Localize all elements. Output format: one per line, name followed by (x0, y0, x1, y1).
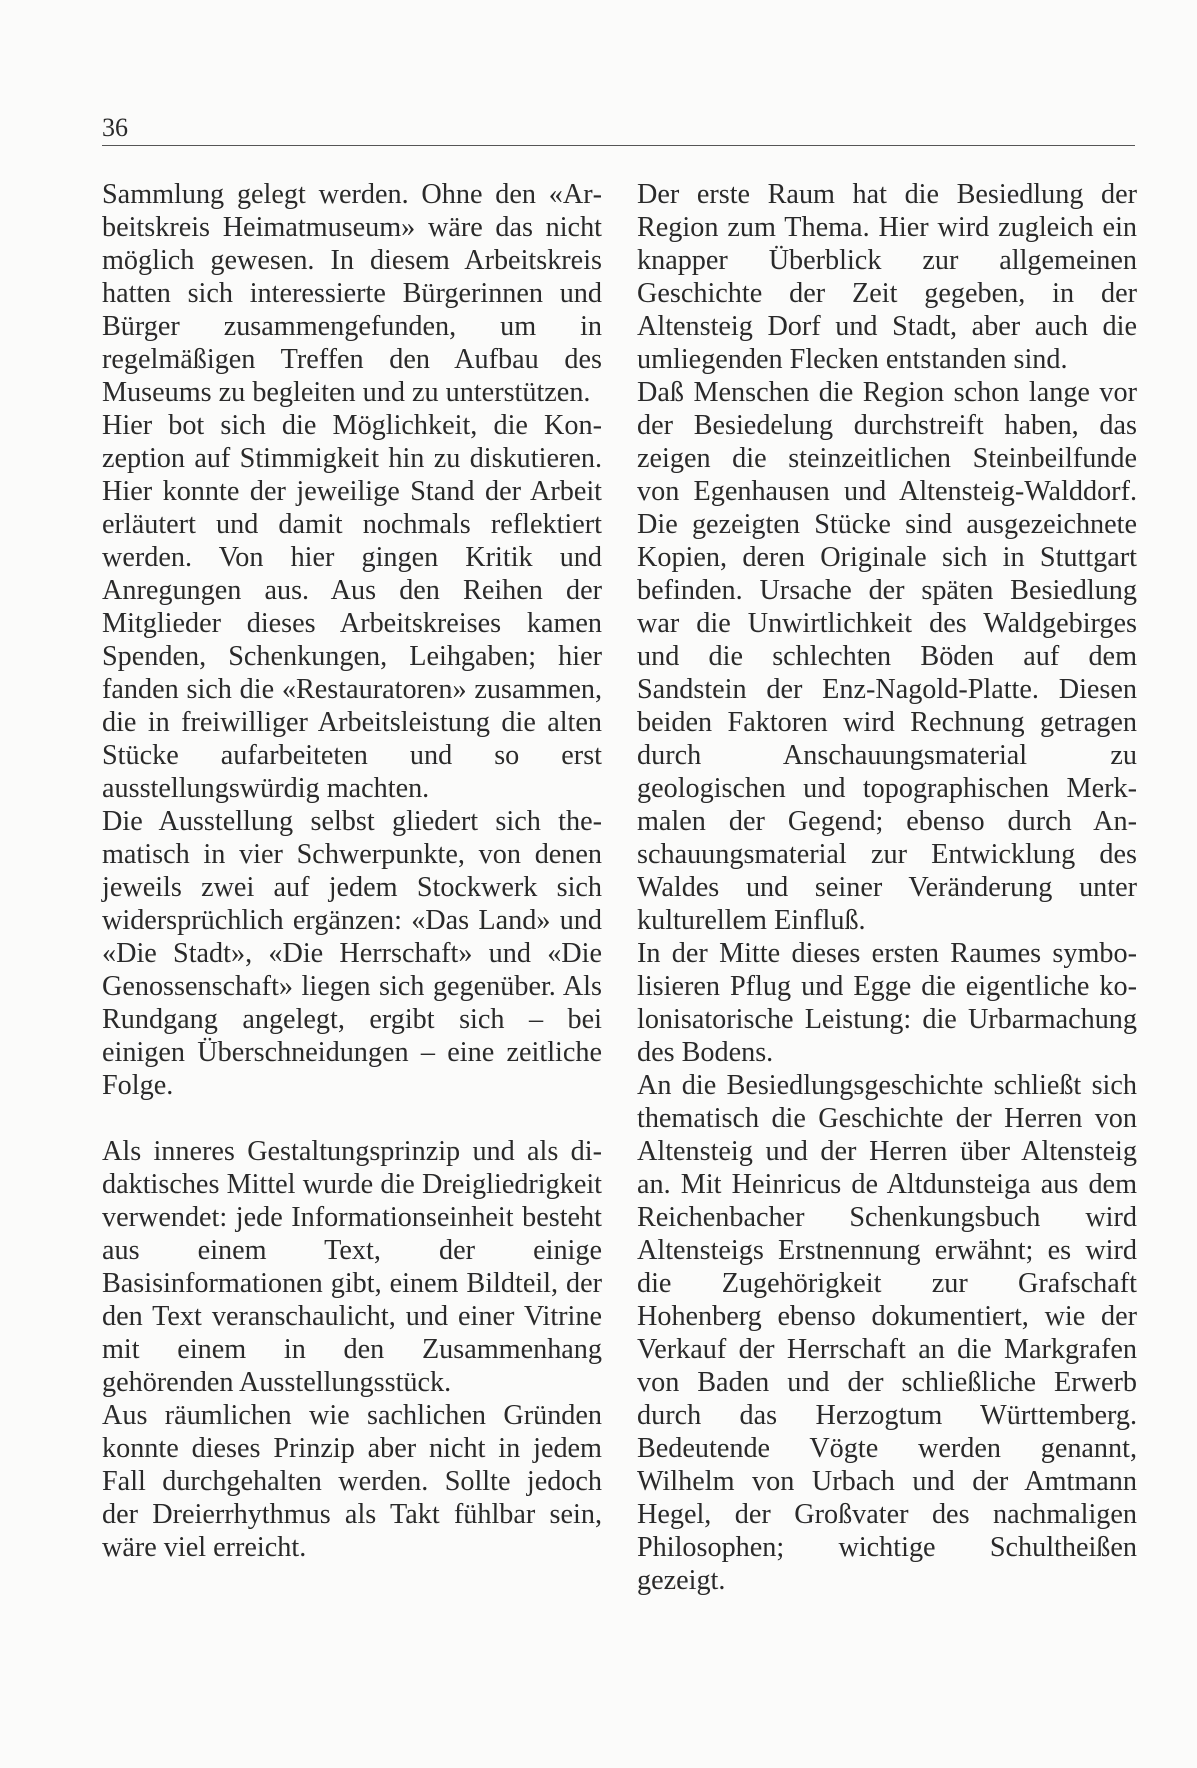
paragraph: Hier bot sich die Möglichkeit, die Konzeption auf Stimmigkeit hin zu diskutieren. Hier konnte der jeweilige Stand der Arbeit erläutert und damit nochmals reflektiert werden. Von hier gingen Kritik und Anregungen aus. Aus den Reihen der Mitglieder dieses Arbeitskreises kamen Spenden, Schenkungen, Leihgaben; hier fanden sich die «Restauratoren» zusammen, die in freiwilliger Arbeitsleistung die alten Stücke aufarbeiteten und so erst ausstellungswürdig machten. (102, 410, 602, 804)
header-rule (102, 145, 1135, 146)
right-column (637, 178, 1137, 1597)
page-number: 36 (102, 113, 128, 142)
paragraph: Die Ausstellung selbst gliedert sich thematisch in vier Schwerpunkte, von denen jeweils zwei auf jedem Stockwerk sich widersprüchlich ergänzen: «Das Land» und «Die Stadt», «Die Herrschaft» und «Die Genossenschaft» liegen sich gegenüber. Als Rundgang angelegt, ergibt sich – bei einigen Überschneidungen – eine zeitliche Folge. (102, 806, 602, 1101)
paragraph: Der erste Raum hat die Besiedlung der Region zum Thema. Hier wird zugleich ein knapper Überblick zur allgemeinen Geschichte der Zeit gegeben, in der Altensteig Dorf und Stadt, aber auch die umliegenden Flecken entstanden sind. (637, 179, 1137, 375)
paragraph: Daß Menschen die Region schon lange vor der Besiedelung durchstreift haben, das zeigen die steinzeitlichen Steinbeilfunde von Egenhausen und Altensteig-Walddorf. Die gezeigten Stücke sind ausgezeichnete Kopien, deren Originale sich in Stuttgart befinden. Ursache der späten Besiedlung war die Unwirtlichkeit des Waldgebirges und die schlechten Böden auf dem Sandstein der Enz-Nagold-Platte. Diesen beiden Faktoren wird Rechnung getragen durch Anschauungsmaterial zu geologischen und topographischen Merkmalen der Gegend; ebenso durch Anschauungsmaterial zur Entwicklung des Waldes und seiner Veränderung unter kulturellem Einfluß. (637, 377, 1137, 936)
left-column (102, 178, 602, 1564)
paragraph: An die Besiedlungsgeschichte schließt sich thematisch die Geschichte der Herren von Altensteig und der Herren über Altensteig an. Mit Heinricus de Altdunsteiga aus dem Reichenbacher Schenkungsbuch wird Altensteigs Erstnennung erwähnt; es wird die Zugehörigkeit zur Grafschaft Hohenberg ebenso dokumentiert, wie der Verkauf der Herrschaft an die Markgrafen von Baden und der schließliche Erwerb durch das Herzogtum Württemberg. Bedeutende Vögte werden genannt, Wilhelm von Urbach und der Amtmann Hegel, der Großvater des nachmaligen Philosophen; wichtige Schultheißen gezeigt. (637, 1070, 1137, 1596)
paragraph: Als inneres Gestaltungsprinzip und als didaktisches Mittel wurde die Dreigliedrigkeit verwendet: jede Informationseinheit besteht aus einem Text, der einige Basisinformationen gibt, einem Bildteil, der den Text veranschaulicht, und einer Vitrine mit einem in den Zusammenhang gehörenden Ausstellungsstück. (102, 1136, 602, 1398)
paragraph: Sammlung gelegt werden. Ohne den «Arbeitskreis Heimatmuseum» wäre das nicht möglich gewesen. In diesem Arbeitskreis hatten sich interessierte Bürgerinnen und Bürger zusammengefunden, um in regelmäßigen Treffen den Aufbau des Museums zu begleiten und zu unterstützen. (102, 179, 602, 408)
paragraph: In der Mitte dieses ersten Raumes symbolisieren Pflug und Egge die eigentliche kolonisatorische Leistung: die Urbarmachung des Bodens. (637, 938, 1137, 1068)
paragraph: Aus räumlichen wie sachlichen Gründen konnte dieses Prinzip aber nicht in jedem Fall durchgehalten werden. Sollte jedoch der Dreierrhythmus als Takt fühlbar sein, wäre viel erreicht. (102, 1400, 602, 1563)
